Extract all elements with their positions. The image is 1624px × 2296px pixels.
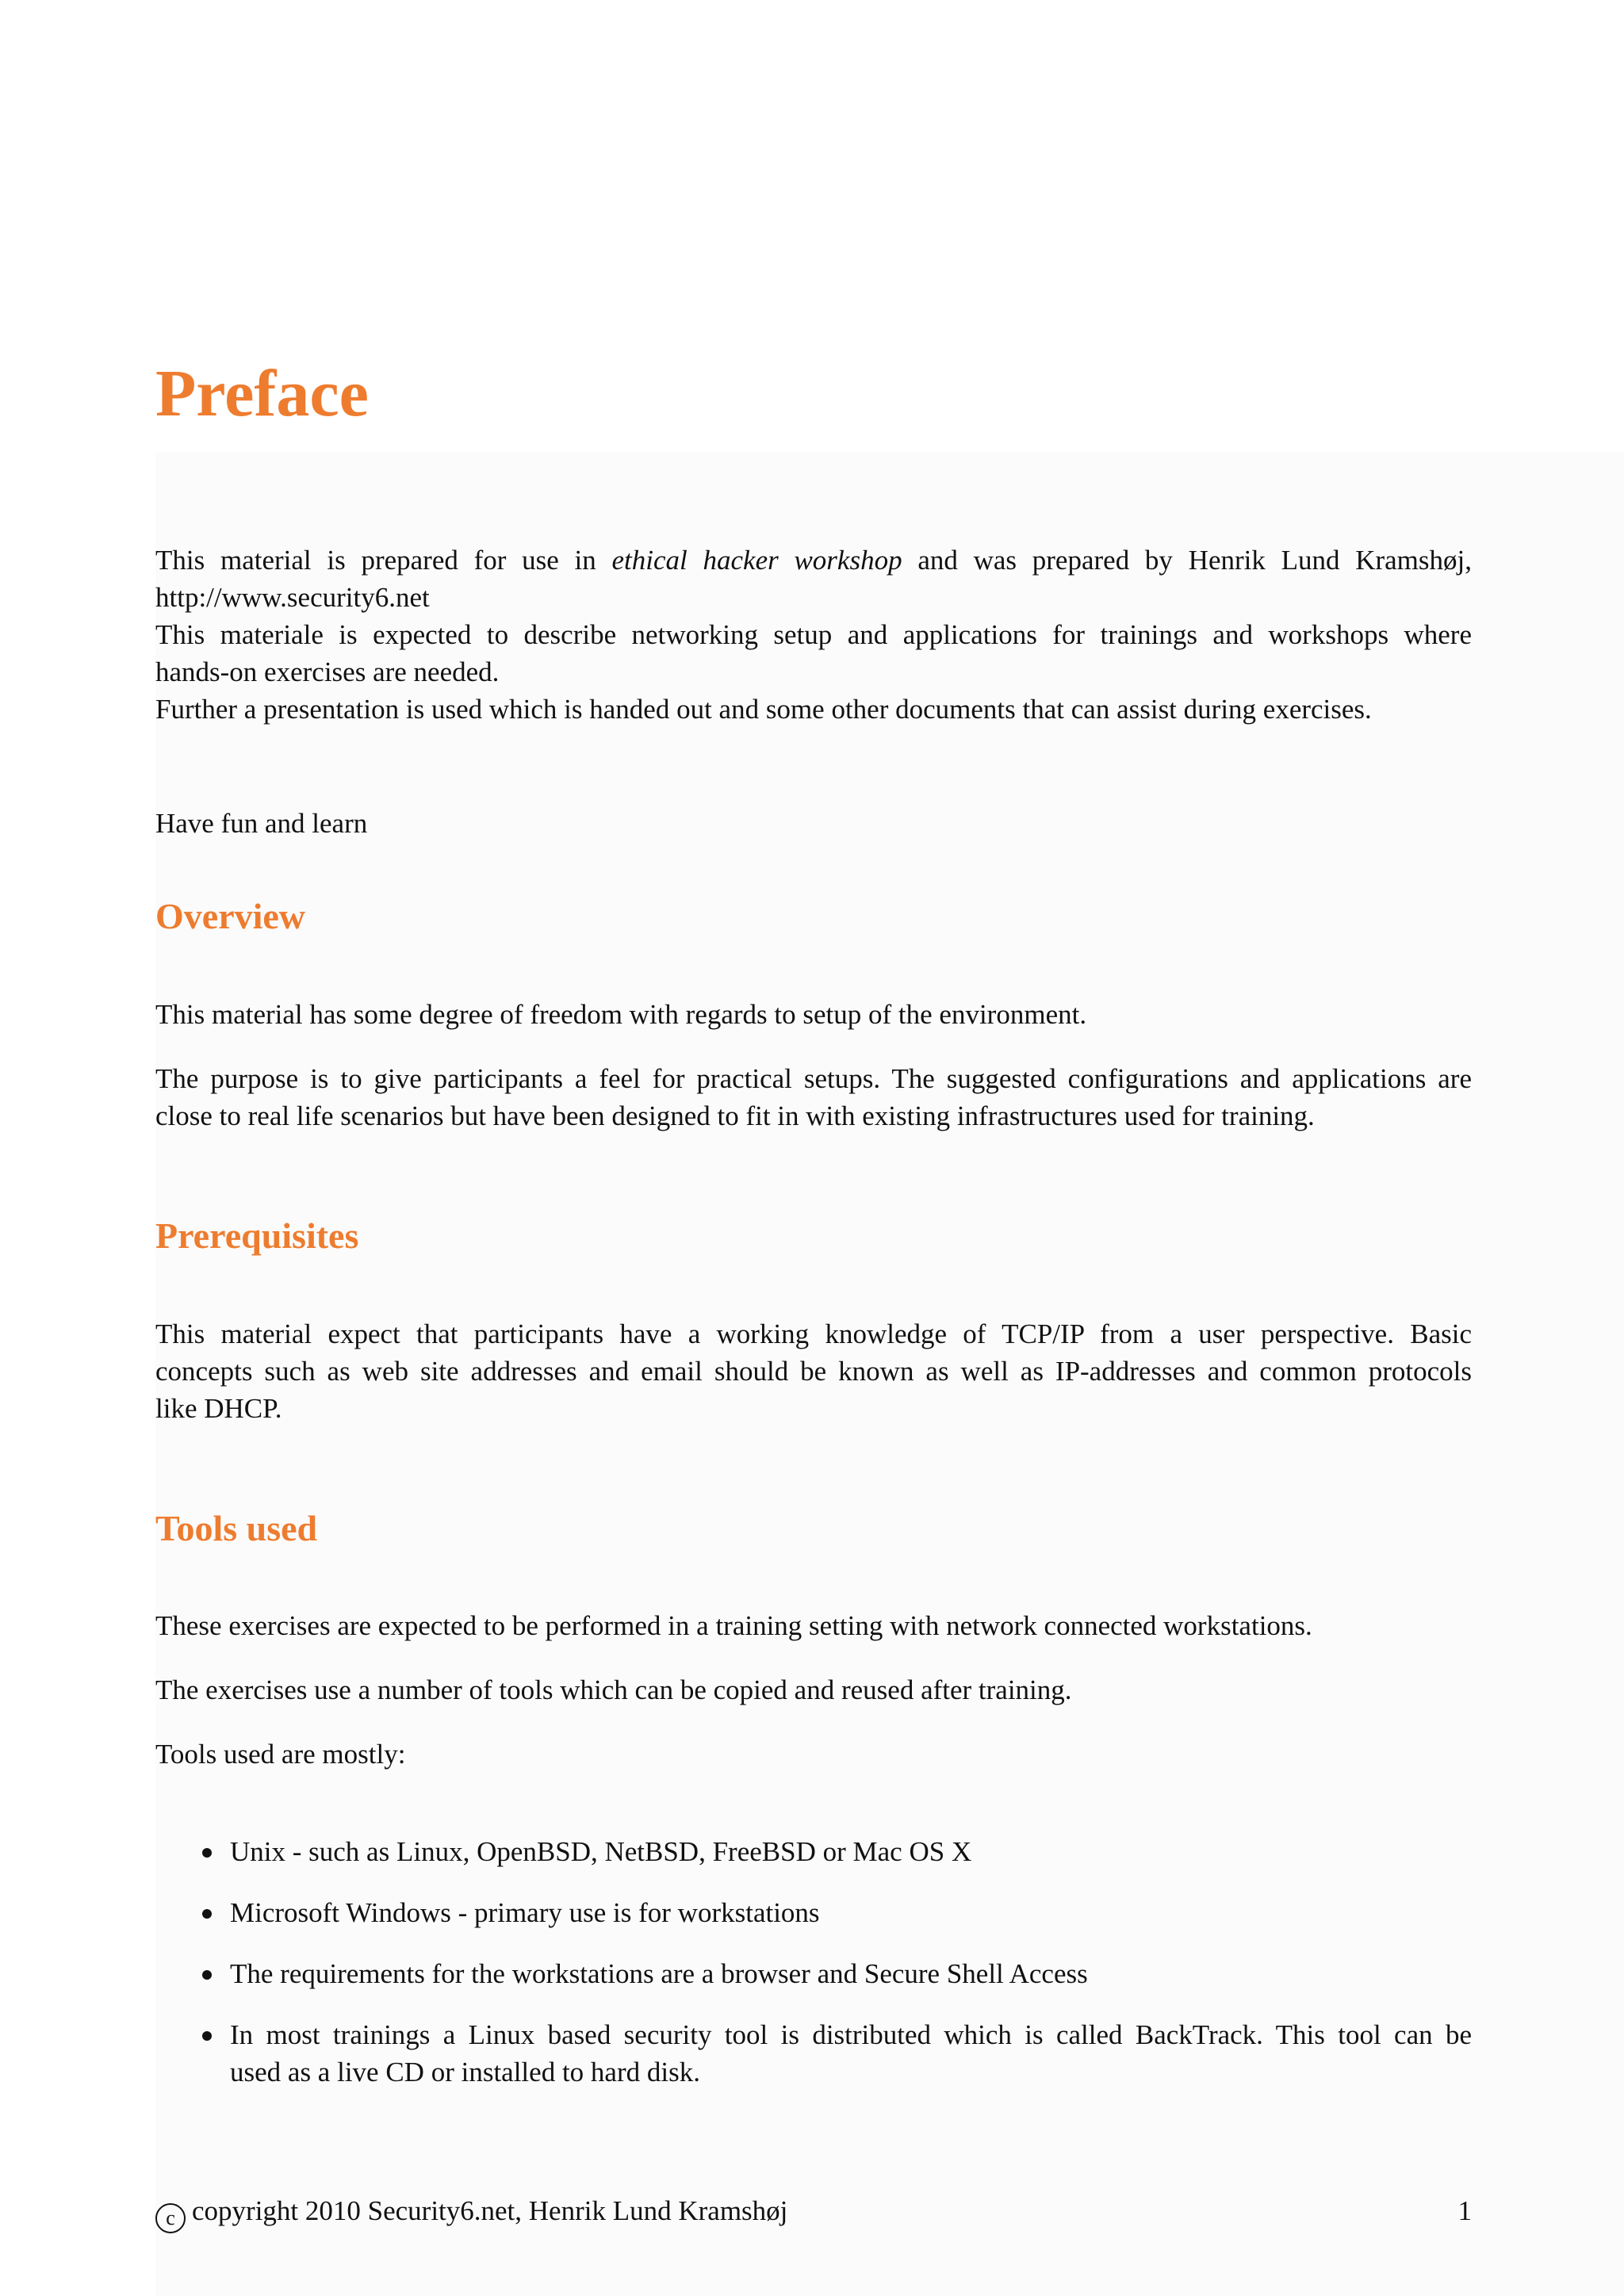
- tools-paragraph-1: These exercises are expected to be performed in a training setting with network connected workstations.: [155, 1610, 1312, 1641]
- bullet-icon: [202, 2031, 212, 2041]
- list-item: The requirements for the workstations are a browser and Secure Shell Access: [155, 1955, 1472, 1992]
- intro-url: http://www.security6.net: [155, 582, 430, 613]
- section-title-tools-used: Tools used: [155, 1508, 318, 1548]
- chapter-title: Preface: [155, 357, 369, 430]
- intro-line-4: hands-on exercises are needed.: [155, 656, 500, 687]
- copyright-icon: c: [155, 2203, 186, 2233]
- page-footer: [155, 2191, 1472, 2231]
- closing-line: Have fun and learn: [155, 808, 368, 839]
- intro-line-1: This material is prepared for use in ethical hacker workshop and was prepared by Henrik Lund Kramshøj,: [155, 545, 1473, 576]
- copyright-text: copyright 2010 Security6.net, Henrik Lund Kramshøj: [192, 2195, 788, 2226]
- bullet-icon: [202, 1909, 212, 1919]
- list-item: Microsoft Windows - primary use is for workstations: [155, 1894, 1472, 1931]
- bullet-icon: [202, 1970, 212, 1980]
- tools-paragraph-3: Tools used are mostly:: [155, 1739, 406, 1770]
- page-number: 1: [1457, 2195, 1472, 2226]
- intro-paragraph: [155, 541, 1472, 728]
- tools-list: [155, 1833, 1472, 2114]
- section-title-prerequisites: Prerequisites: [155, 1215, 359, 1256]
- list-item: In most trainings a Linux based security tool is distributed which is called BackTrack. This tool can be used as a live CD or installed to hard disk.: [155, 2016, 1472, 2091]
- tools-paragraph-2: The exercises use a number of tools which can be copied and reused after training.: [155, 1674, 1072, 1705]
- overview-paragraph-1: This material has some degree of freedom with regards to setup of the environment.: [155, 999, 1087, 1030]
- intro-line-3: This materiale is expected to describe networking setup and applications for trainings and workshops where: [155, 619, 1472, 650]
- list-item: Unix - such as Linux, OpenBSD, NetBSD, FreeBSD or Mac OS X: [155, 1833, 1472, 1870]
- workshop-name: ethical hacker workshop: [611, 545, 902, 576]
- bullet-icon: [202, 1848, 212, 1858]
- intro-line-5: Further a presentation is used which is handed out and some other documents that can assist during exercises.: [155, 694, 1372, 725]
- overview-paragraph-2: The purpose is to give participants a feel for practical setups. The suggested configurations and applications are close to real life scenarios but have been designed to fit in with existing infrastructures used for training.: [155, 1063, 1472, 1131]
- prerequisites-paragraph: This material expect that participants have a working knowledge of TCP/IP from a user perspective. Basic concepts such as web site addresses and email should be known as well as IP-addresses and common protocols like DHCP.: [155, 1318, 1472, 1424]
- section-title-overview: Overview: [155, 896, 306, 936]
